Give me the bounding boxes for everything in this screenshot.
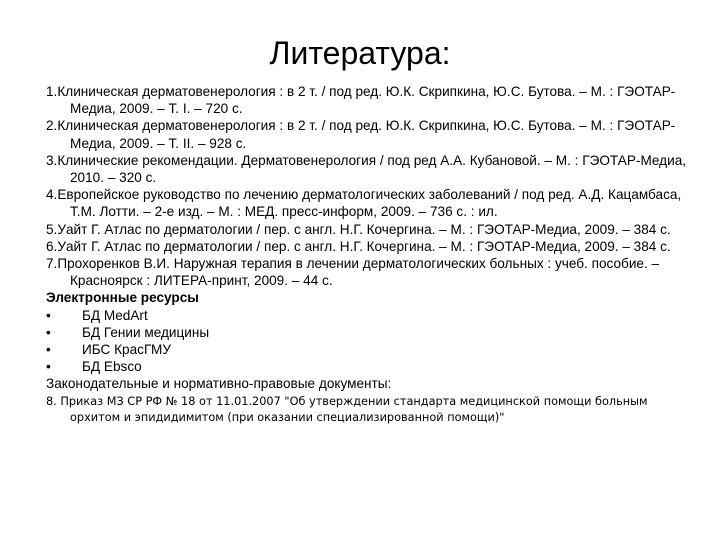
bullet-mark: • [46, 359, 51, 375]
resource-label: БД Ebsco [82, 359, 142, 375]
legal-documents-heading: Законодательные и нормативно-правовые документы: [46, 376, 392, 392]
resource-label: ИБС КрасГМУ [82, 342, 171, 358]
resource-item [46, 341, 690, 358]
reference-item: 3.Клинические рекомендации. Дерматовенерология / под ред А.А. Кубановой. – М. : ГЭОТАР-Медиа, 2010. – 320 с. [46, 152, 687, 186]
content-body [46, 83, 690, 427]
reference-item: 7.Прохоренков В.И. Наружная терапия в лечении дерматологических больных : учеб. пособие. – Красноярск : ЛИТЕРА-принт, 2009. – 44 с. [46, 256, 660, 289]
resource-label: БД Гении медицины [82, 324, 210, 340]
bullet-mark: • [46, 307, 51, 323]
reference-item: 6.Уайт Г. Атлас по дерматологии / пер. с англ. Н.Г. Кочергина. – М. : ГЭОТАР-Медиа, 2009. – 384 с. [46, 238, 671, 254]
bullet-mark: • [46, 324, 51, 340]
resource-item [46, 307, 690, 324]
resource-label: БД MedArt [82, 307, 148, 323]
bullet-mark: • [46, 342, 51, 358]
reference-item: 1.Клиническая дерматовенерология : в 2 т. / под ред. Ю.К. Скрипкина, Ю.С. Бутова. – М. : ГЭОТАР-Медиа, 2009. – Т. I. – 720 с. [46, 84, 676, 117]
legal-document-item: 8. Приказ МЗ СР РФ № 18 от 11.01.2007 "Об утверждении стандарта медицинской помощи больным орхитом и эпидидимитом (при оказании специализированной помощи)" [46, 394, 648, 425]
reference-item: 2.Клиническая дерматовенерология : в 2 т. / под ред. Ю.К. Скрипкина, Ю.С. Бутова. – М. : ГЭОТАР-Медиа, 2009. – Т. II. – 928 с. [46, 118, 676, 151]
slide-title: Литература: [269, 35, 451, 71]
reference-item: 4.Европейское руководство по лечению дерматологических заболеваний / под ред. А.Д. Кацамбаса, Т.М. Лотти. – 2-е изд. – М. : МЕД. пресс-информ, 2009. – 736 с. : ил. [46, 187, 682, 220]
electronic-resources-heading: Электронные ресурсы [46, 290, 199, 306]
resource-item [46, 324, 690, 341]
resource-item [46, 358, 690, 375]
reference-item: 5.Уайт Г. Атлас по дерматологии / пер. с англ. Н.Г. Кочергина. – М. : ГЭОТАР-Медиа, 2009. – 384 с. [46, 221, 671, 237]
